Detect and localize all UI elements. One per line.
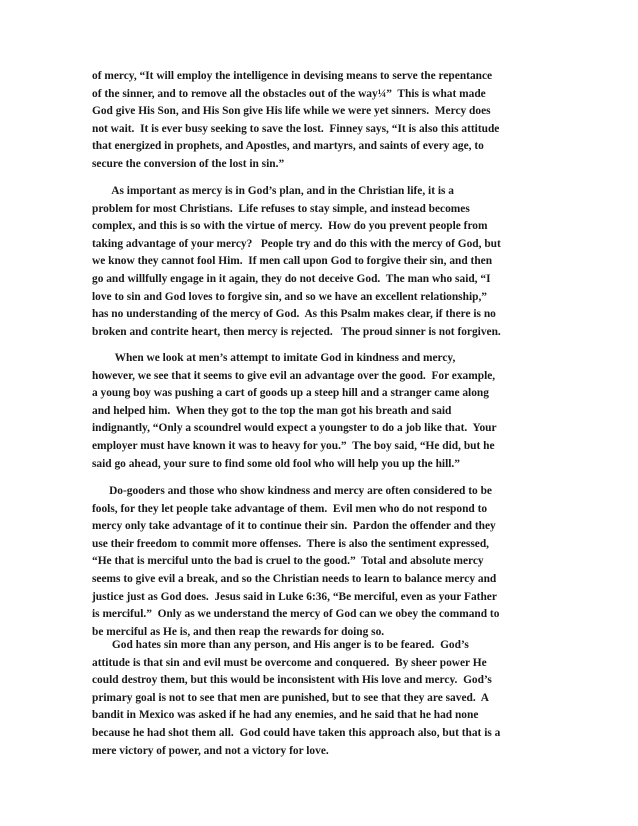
text-line: Do-gooders and those who show kindness and mercy are often considered to be <box>92 485 492 497</box>
text-line: is merciful.” Only as we understand the mercy of God can we obey the command to <box>92 608 500 621</box>
text-line: employer must have known it was to heavy for you.” The boy said, “He did, but he <box>92 439 495 452</box>
text-line: be merciful as He is, and then reap the rewards for doing so. <box>92 625 385 638</box>
text-line: fools, for they let people take advantage of them. Evil men who do not respond to <box>92 502 488 515</box>
text-line: mercy only take advantage of it to continue their sin. Pardon the offender and they <box>92 520 496 533</box>
text-line: indignantly, “Only a scoundrel would expect a youngster to do a job like that. Your <box>92 422 497 435</box>
text-line: go and willfully engage in it again, they do not deceive God. The man who said, “I <box>92 272 491 285</box>
text-line: seems to give evil a break, and so the Christian needs to learn to balance mercy and <box>92 572 497 585</box>
paragraph-1 <box>92 68 552 174</box>
text-line: has no understanding of the mercy of God. As this Psalm makes clear, if there is no <box>92 308 496 321</box>
text-line: As important as mercy is in God’s plan, and in the Christian life, it is a <box>92 185 455 197</box>
text-line: a young boy was pushing a cart of goods up a steep hill and a stranger came along <box>92 387 489 400</box>
text-line: bandit in Mexico was asked if he had any enemies, and he said that he had none <box>92 709 479 722</box>
text-line: secure the conversion of the lost in sin.” <box>92 157 285 170</box>
text-line: taking advantage of your mercy? People try and do this with the mercy of God, but <box>92 237 501 250</box>
text-line: said go ahead, your sure to find some old fool who will help you up the hill.” <box>92 457 460 470</box>
text-line: not wait. It is ever busy seeking to save the lost. Finney says, “It is also this attitude <box>92 122 500 135</box>
paragraph-3 <box>92 350 552 473</box>
text-line: broken and contrite heart, then mercy is rejected. The proud sinner is not forgiven. <box>92 325 501 338</box>
text-line: attitude is that sin and evil must be overcome and conquered. By sheer power He <box>92 656 487 669</box>
text-line: “He that is merciful unto the bad is cruel to the good.” Total and absolute mercy <box>92 555 484 568</box>
text-line: problem for most Christians. Life refuses to stay simple, and instead becomes <box>92 202 470 215</box>
text-line: When we look at men’s attempt to imitate God in kindness and mercy, <box>92 352 456 364</box>
text-line: complex, and this is so with the virtue of mercy. How do you prevent people from <box>92 220 488 233</box>
text-line: justice just as God does. Jesus said in Luke 6:36, “Be merciful, even as your Father <box>92 590 497 603</box>
text-line: and helped him. When they got to the top the man got his breath and said <box>92 404 452 417</box>
text-line: could destroy them, but this would be inconsistent with His love and mercy. God’s <box>92 674 492 687</box>
text-line: because he had shot them all. God could have taken this approach also, but that is a <box>92 726 501 739</box>
text-line: of the sinner, and to remove all the obstacles out of the way¼” This is what made <box>92 87 486 100</box>
text-line: mere victory of power, and not a victory for love. <box>92 744 329 757</box>
text-line: use their freedom to commit more offenses. There is also the sentiment expressed, <box>92 537 490 550</box>
text-line: of mercy, “It will employ the intelligence in devising means to serve the repentance <box>92 70 493 82</box>
paragraph-4 <box>92 483 552 641</box>
text-line: God hates sin more than any person, and His anger is to be feared. God’s <box>92 639 469 651</box>
paragraph-5 <box>92 637 552 760</box>
text-line: that energized in prophets, and Apostles, and martyrs, and saints of every age, to <box>92 140 484 153</box>
text-line: God give His Son, and His Son give His life while we were yet sinners. Mercy does <box>92 105 491 118</box>
text-line: we know they cannot fool Him. If men call upon God to forgive their sin, and then <box>92 255 493 268</box>
text-line: however, we see that it seems to give evil an advantage over the good. For example, <box>92 369 496 382</box>
paragraph-2 <box>92 183 552 341</box>
text-line: love to sin and God loves to forgive sin, and so we have an excellent relationship,” <box>92 290 487 303</box>
text-line: primary goal is not to see that men are punished, but to see that they are saved. A <box>92 691 489 704</box>
